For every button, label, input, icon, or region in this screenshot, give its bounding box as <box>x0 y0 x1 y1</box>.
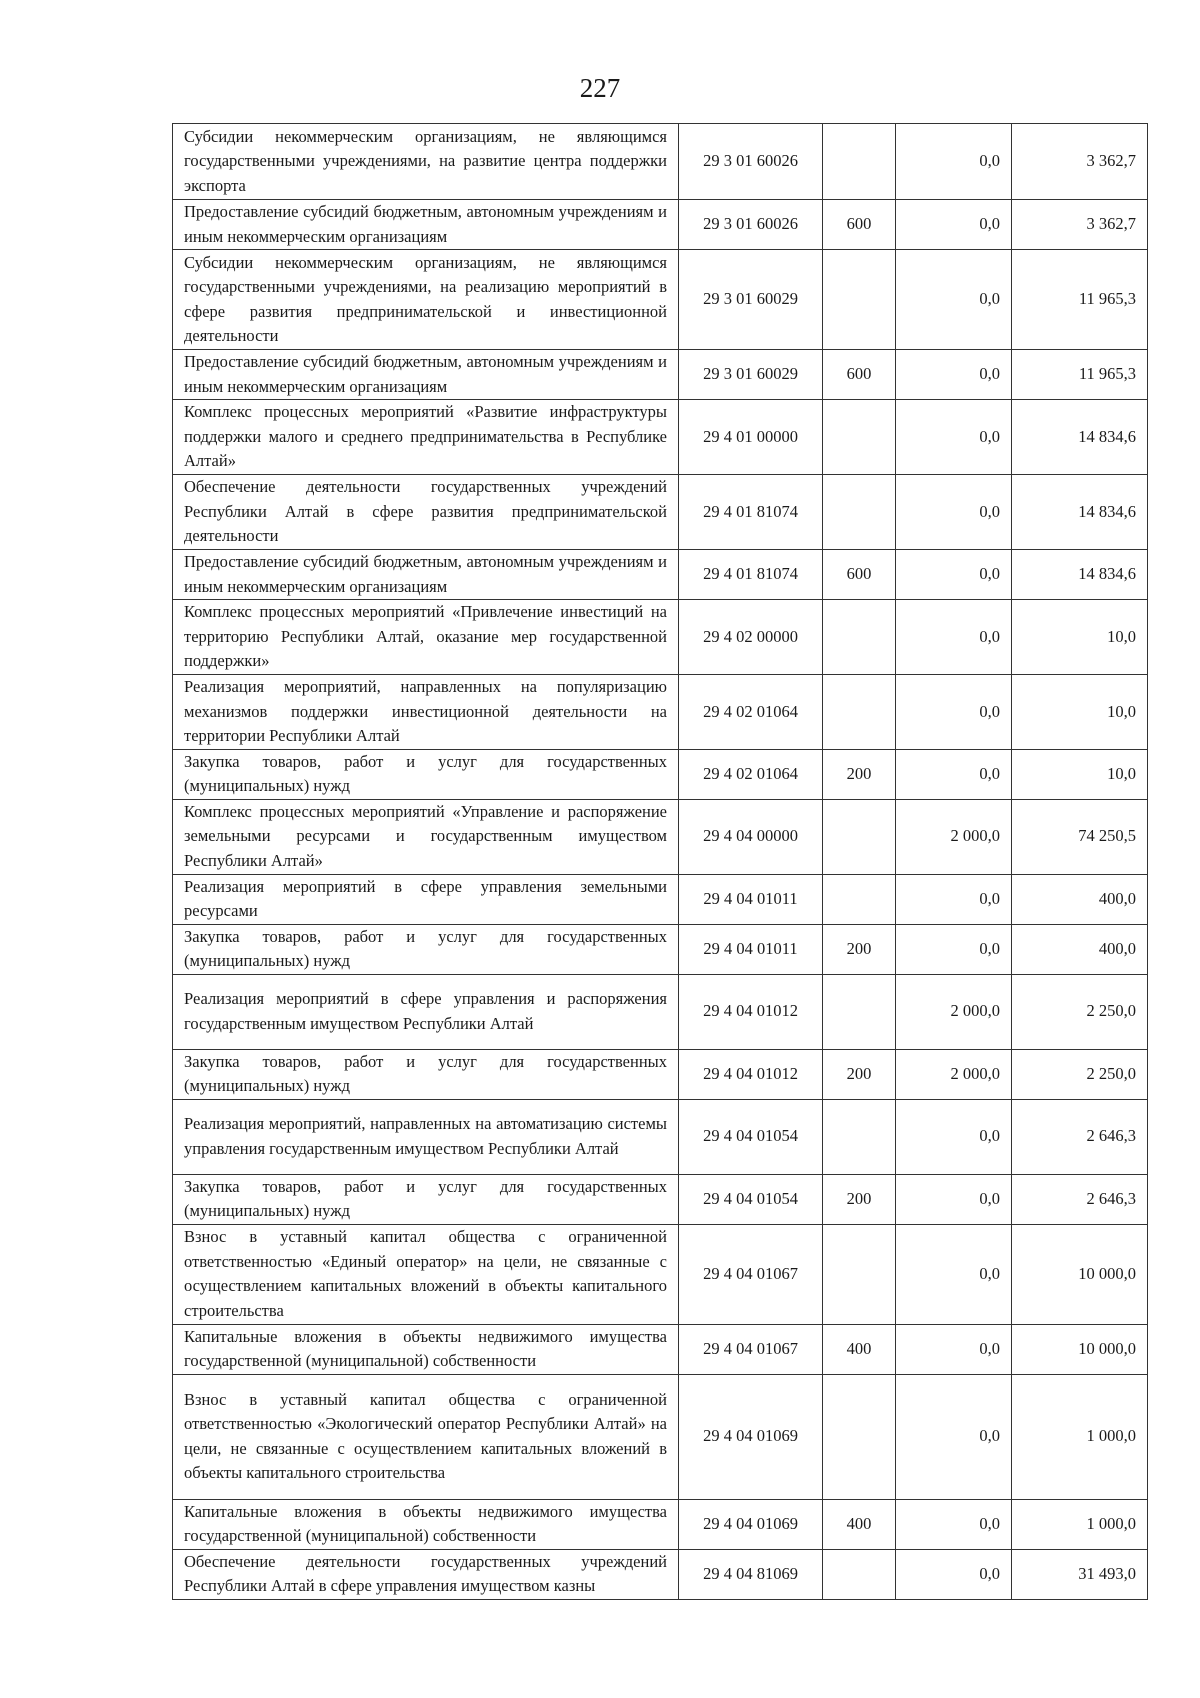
row-value1-cell: 0,0 <box>896 250 1012 350</box>
row-value2-cell: 3 362,7 <box>1012 124 1148 200</box>
table-row <box>173 799 1148 874</box>
row-code-cell: 29 4 04 01011 <box>679 874 823 924</box>
row-value2-cell: 2 646,3 <box>1012 1174 1148 1224</box>
row-value2-cell: 14 834,6 <box>1012 475 1148 550</box>
row-name-cell: Субсидии некоммерческим организациям, не являющимся государственными учреждениями, на развитие центра поддержки экспорта <box>173 124 679 200</box>
row-code-cell: 29 4 01 81074 <box>679 475 823 550</box>
table-row <box>173 124 1148 200</box>
row-type-cell <box>823 974 896 1049</box>
row-type-cell <box>823 124 896 200</box>
row-type-cell <box>823 250 896 350</box>
row-name-cell: Реализация мероприятий в сфере управления и распоряжения государственным имуществом Республики Алтай <box>173 974 679 1049</box>
row-name-cell: Взнос в уставный капитал общества с ограниченной ответственностью «Экологический оператор Республики Алтай» на цели, не связанные с осуществлением капитальных вложений в объекты капитального строительства <box>173 1374 679 1499</box>
row-value1-cell: 0,0 <box>896 749 1012 799</box>
row-code-cell: 29 4 04 01069 <box>679 1499 823 1549</box>
row-code-cell: 29 4 04 01067 <box>679 1224 823 1324</box>
row-value1-cell: 0,0 <box>896 600 1012 675</box>
row-value1-cell: 0,0 <box>896 1099 1012 1174</box>
row-type-cell: 200 <box>823 924 896 974</box>
row-name-cell: Субсидии некоммерческим организациям, не являющимся государственными учреждениями, на реализацию мероприятий в сфере развития предпринимательской и инвестиционной деятельности <box>173 250 679 350</box>
row-value1-cell: 0,0 <box>896 350 1012 400</box>
row-value1-cell: 0,0 <box>896 1499 1012 1549</box>
row-type-cell <box>823 675 896 750</box>
table-row <box>173 200 1148 250</box>
table-row <box>173 350 1148 400</box>
row-name-cell: Комплекс процессных мероприятий «Управление и распоряжение земельными ресурсами и государственным имуществом Республики Алтай» <box>173 799 679 874</box>
table-row <box>173 550 1148 600</box>
row-value2-cell: 400,0 <box>1012 924 1148 974</box>
row-name-cell: Предоставление субсидий бюджетным, автономным учреждениям и иным некоммерческим организациям <box>173 200 679 250</box>
row-value2-cell: 14 834,6 <box>1012 400 1148 475</box>
table-row <box>173 924 1148 974</box>
row-value1-cell: 0,0 <box>896 1374 1012 1499</box>
row-value1-cell: 2 000,0 <box>896 799 1012 874</box>
row-name-cell: Комплекс процессных мероприятий «Привлечение инвестиций на территорию Республики Алтай, оказание мер государственной поддержки» <box>173 600 679 675</box>
row-type-cell <box>823 874 896 924</box>
row-code-cell: 29 4 04 01012 <box>679 1049 823 1099</box>
row-value2-cell: 14 834,6 <box>1012 550 1148 600</box>
table-row <box>173 1324 1148 1374</box>
row-value2-cell: 10 000,0 <box>1012 1224 1148 1324</box>
row-name-cell: Закупка товаров, работ и услуг для государственных (муниципальных) нужд <box>173 1174 679 1224</box>
row-value1-cell: 0,0 <box>896 550 1012 600</box>
row-type-cell: 400 <box>823 1324 896 1374</box>
table-row <box>173 974 1148 1049</box>
table-row <box>173 874 1148 924</box>
row-value2-cell: 3 362,7 <box>1012 200 1148 250</box>
row-type-cell <box>823 1549 896 1599</box>
row-value1-cell: 0,0 <box>896 124 1012 200</box>
row-type-cell: 600 <box>823 550 896 600</box>
table-row <box>173 400 1148 475</box>
row-value2-cell: 10 000,0 <box>1012 1324 1148 1374</box>
page-number: 227 <box>579 73 621 103</box>
row-value1-cell: 0,0 <box>896 475 1012 550</box>
table-row <box>173 1499 1148 1549</box>
row-value2-cell: 1 000,0 <box>1012 1499 1148 1549</box>
row-type-cell: 400 <box>823 1499 896 1549</box>
row-name-cell: Предоставление субсидий бюджетным, автономным учреждениям и иным некоммерческим организациям <box>173 350 679 400</box>
table-row <box>173 1224 1148 1324</box>
row-value1-cell: 0,0 <box>896 200 1012 250</box>
row-type-cell: 200 <box>823 1174 896 1224</box>
budget-table <box>172 123 1148 1600</box>
row-value1-cell: 0,0 <box>896 1549 1012 1599</box>
row-name-cell: Капитальные вложения в объекты недвижимого имущества государственной (муниципальной) собственности <box>173 1499 679 1549</box>
row-code-cell: 29 4 04 01067 <box>679 1324 823 1374</box>
row-value1-cell: 0,0 <box>896 1324 1012 1374</box>
row-code-cell: 29 4 02 01064 <box>679 675 823 750</box>
row-code-cell: 29 3 01 60026 <box>679 124 823 200</box>
table-row <box>173 600 1148 675</box>
row-name-cell: Предоставление субсидий бюджетным, автономным учреждениям и иным некоммерческим организациям <box>173 550 679 600</box>
row-type-cell <box>823 1374 896 1499</box>
table-row <box>173 475 1148 550</box>
row-code-cell: 29 4 01 81074 <box>679 550 823 600</box>
row-value1-cell: 2 000,0 <box>896 974 1012 1049</box>
row-code-cell: 29 3 01 60026 <box>679 200 823 250</box>
table-row <box>173 1374 1148 1499</box>
row-name-cell: Капитальные вложения в объекты недвижимого имущества государственной (муниципальной) собственности <box>173 1324 679 1374</box>
row-name-cell: Закупка товаров, работ и услуг для государственных (муниципальных) нужд <box>173 924 679 974</box>
row-value2-cell: 11 965,3 <box>1012 250 1148 350</box>
row-code-cell: 29 4 02 01064 <box>679 749 823 799</box>
row-value2-cell: 31 493,0 <box>1012 1549 1148 1599</box>
row-type-cell <box>823 799 896 874</box>
row-name-cell: Обеспечение деятельности государственных учреждений Республики Алтай в сфере развития предпринимательской деятельности <box>173 475 679 550</box>
table-row <box>173 749 1148 799</box>
row-value1-cell: 0,0 <box>896 1174 1012 1224</box>
row-value1-cell: 0,0 <box>896 924 1012 974</box>
row-code-cell: 29 4 04 01012 <box>679 974 823 1049</box>
row-value2-cell: 74 250,5 <box>1012 799 1148 874</box>
table-row <box>173 1174 1148 1224</box>
row-name-cell: Взнос в уставный капитал общества с ограниченной ответственностью «Единый оператор» на цели, не связанные с осуществлением капитальных вложений в объекты капитального строительства <box>173 1224 679 1324</box>
row-code-cell: 29 4 02 00000 <box>679 600 823 675</box>
row-code-cell: 29 4 04 01054 <box>679 1099 823 1174</box>
table-row <box>173 1049 1148 1099</box>
row-value1-cell: 2 000,0 <box>896 1049 1012 1099</box>
row-value2-cell: 400,0 <box>1012 874 1148 924</box>
row-value2-cell: 10,0 <box>1012 600 1148 675</box>
row-type-cell <box>823 1224 896 1324</box>
row-value2-cell: 10,0 <box>1012 749 1148 799</box>
row-code-cell: 29 4 04 01054 <box>679 1174 823 1224</box>
row-name-cell: Закупка товаров, работ и услуг для государственных (муниципальных) нужд <box>173 749 679 799</box>
row-name-cell: Обеспечение деятельности государственных учреждений Республики Алтай в сфере управления имуществом казны <box>173 1549 679 1599</box>
row-value2-cell: 2 250,0 <box>1012 1049 1148 1099</box>
row-value2-cell: 2 250,0 <box>1012 974 1148 1049</box>
row-code-cell: 29 4 04 81069 <box>679 1549 823 1599</box>
table-row <box>173 1099 1148 1174</box>
row-type-cell: 200 <box>823 749 896 799</box>
table-row <box>173 675 1148 750</box>
row-code-cell: 29 4 01 00000 <box>679 400 823 475</box>
row-type-cell <box>823 1099 896 1174</box>
row-name-cell: Комплекс процессных мероприятий «Развитие инфраструктуры поддержки малого и среднего предпринимательства в Республике Алтай» <box>173 400 679 475</box>
row-name-cell: Реализация мероприятий, направленных на популяризацию механизмов поддержки инвестиционной деятельности на территории Республики Алтай <box>173 675 679 750</box>
row-code-cell: 29 4 04 00000 <box>679 799 823 874</box>
row-type-cell <box>823 600 896 675</box>
row-name-cell: Реализация мероприятий, направленных на автоматизацию системы управления государственным имуществом Республики Алтай <box>173 1099 679 1174</box>
row-type-cell <box>823 475 896 550</box>
row-type-cell: 600 <box>823 200 896 250</box>
row-name-cell: Реализация мероприятий в сфере управления земельными ресурсами <box>173 874 679 924</box>
row-code-cell: 29 3 01 60029 <box>679 350 823 400</box>
row-name-cell: Закупка товаров, работ и услуг для государственных (муниципальных) нужд <box>173 1049 679 1099</box>
row-value1-cell: 0,0 <box>896 874 1012 924</box>
row-type-cell <box>823 400 896 475</box>
row-code-cell: 29 3 01 60029 <box>679 250 823 350</box>
row-code-cell: 29 4 04 01069 <box>679 1374 823 1499</box>
row-type-cell: 600 <box>823 350 896 400</box>
row-value1-cell: 0,0 <box>896 1224 1012 1324</box>
row-value2-cell: 1 000,0 <box>1012 1374 1148 1499</box>
table-row <box>173 1549 1148 1599</box>
row-value1-cell: 0,0 <box>896 400 1012 475</box>
row-code-cell: 29 4 04 01011 <box>679 924 823 974</box>
row-value2-cell: 2 646,3 <box>1012 1099 1148 1174</box>
row-value2-cell: 11 965,3 <box>1012 350 1148 400</box>
row-type-cell: 200 <box>823 1049 896 1099</box>
row-value2-cell: 10,0 <box>1012 675 1148 750</box>
row-value1-cell: 0,0 <box>896 675 1012 750</box>
budget-table-body <box>173 124 1148 1600</box>
table-row <box>173 250 1148 350</box>
